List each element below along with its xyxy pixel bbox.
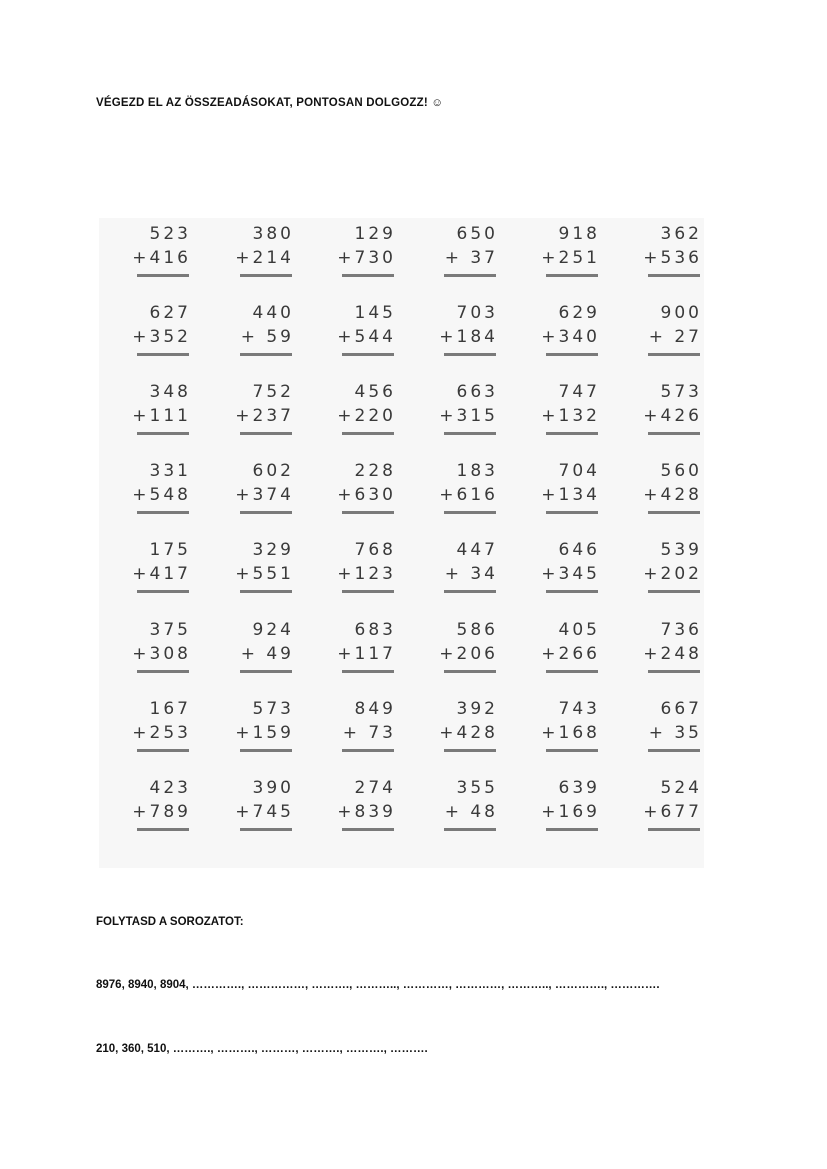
- addend-top: 752: [252, 382, 294, 402]
- addend-top: 274: [354, 778, 396, 798]
- sum-line: [342, 590, 394, 593]
- addend-bottom: +789: [132, 802, 191, 822]
- sum-line: [546, 432, 598, 435]
- addend-bottom: +111: [132, 406, 191, 426]
- addition-problem: [418, 459, 498, 514]
- sum-line: [648, 828, 700, 831]
- sum-line: [137, 828, 189, 831]
- addend-top: 602: [252, 461, 294, 481]
- sum-line: [444, 749, 496, 752]
- sum-line: [240, 590, 292, 593]
- addend-top: 331: [149, 461, 191, 481]
- addition-problem: [316, 618, 396, 673]
- addend-bottom: +184: [439, 327, 498, 347]
- addend-bottom: +548: [132, 485, 191, 505]
- addition-problem: [111, 538, 191, 593]
- addition-problem: [316, 538, 396, 593]
- sum-line: [648, 749, 700, 752]
- addend-top: 228: [354, 461, 396, 481]
- addition-problem: [214, 301, 294, 356]
- addend-bottom: +345: [541, 564, 600, 584]
- addend-top: 329: [252, 540, 294, 560]
- addition-problem: [111, 697, 191, 752]
- sum-line: [137, 432, 189, 435]
- addend-top: 703: [456, 303, 498, 323]
- sum-line: [444, 511, 496, 514]
- addend-top: 405: [558, 620, 600, 640]
- addend-top: 573: [660, 382, 702, 402]
- addend-top: 900: [660, 303, 702, 323]
- addend-top: 663: [456, 382, 498, 402]
- addend-top: 924: [252, 620, 294, 640]
- addend-top: 375: [149, 620, 191, 640]
- addend-bottom: +416: [132, 248, 191, 268]
- addend-top: 392: [456, 699, 498, 719]
- addend-bottom: +745: [235, 802, 294, 822]
- addition-problem: [111, 301, 191, 356]
- addition-problem: [418, 222, 498, 277]
- addend-top: 440: [252, 303, 294, 323]
- addition-problem: [622, 538, 702, 593]
- addition-problem: [520, 222, 600, 277]
- addition-problem: [111, 618, 191, 673]
- addend-top: 380: [252, 224, 294, 244]
- addition-problem: [520, 618, 600, 673]
- addend-top: 539: [660, 540, 702, 560]
- addition-problem: [418, 380, 498, 435]
- addition-problem: [111, 222, 191, 277]
- addend-bottom: +630: [337, 485, 396, 505]
- sum-line: [137, 274, 189, 277]
- sum-line: [444, 274, 496, 277]
- addend-top: 129: [354, 224, 396, 244]
- addend-bottom: +340: [541, 327, 600, 347]
- addend-top: 145: [354, 303, 396, 323]
- addend-bottom: +206: [439, 644, 498, 664]
- addend-bottom: + 35: [648, 723, 702, 743]
- addend-bottom: +536: [643, 248, 702, 268]
- addition-problem: [214, 618, 294, 673]
- addend-top: 683: [354, 620, 396, 640]
- sum-line: [240, 432, 292, 435]
- sum-line: [444, 353, 496, 356]
- addition-problem: [111, 459, 191, 514]
- sum-line: [546, 274, 598, 277]
- addition-problem: [214, 459, 294, 514]
- addition-problem: [622, 222, 702, 277]
- sum-line: [342, 274, 394, 277]
- sum-line: [240, 828, 292, 831]
- addition-problem: [520, 301, 600, 356]
- sum-line: [444, 432, 496, 435]
- addend-top: 627: [149, 303, 191, 323]
- addend-top: 849: [354, 699, 396, 719]
- addition-problem: [111, 776, 191, 831]
- addend-top: 175: [149, 540, 191, 560]
- sum-line: [137, 511, 189, 514]
- addend-bottom: +315: [439, 406, 498, 426]
- sum-line: [342, 828, 394, 831]
- addend-bottom: +248: [643, 644, 702, 664]
- addend-top: 456: [354, 382, 396, 402]
- addition-problem: [622, 301, 702, 356]
- worksheet-title: VÉGEZD EL AZ ÖSSZEADÁSOKAT, PONTOSAN DOLGOZZ! ☺: [96, 97, 444, 109]
- addition-problem: [622, 618, 702, 673]
- sum-line: [648, 274, 700, 277]
- addend-bottom: +169: [541, 802, 600, 822]
- addend-bottom: + 27: [648, 327, 702, 347]
- sum-line: [444, 670, 496, 673]
- addend-top: 747: [558, 382, 600, 402]
- addend-bottom: + 48: [444, 802, 498, 822]
- sum-line: [342, 432, 394, 435]
- sum-line: [137, 590, 189, 593]
- sum-line: [342, 670, 394, 673]
- addend-bottom: +202: [643, 564, 702, 584]
- addition-problem: [214, 380, 294, 435]
- addend-bottom: +132: [541, 406, 600, 426]
- addend-bottom: +159: [235, 723, 294, 743]
- addition-problems-grid: [99, 218, 704, 868]
- number-series-2: 210, 360, 510, ………., ………., ………, ………., ………., ……….: [96, 1043, 428, 1055]
- addition-problem: [622, 776, 702, 831]
- sum-line: [444, 828, 496, 831]
- addend-top: 646: [558, 540, 600, 560]
- addend-top: 667: [660, 699, 702, 719]
- addend-top: 629: [558, 303, 600, 323]
- sum-line: [546, 511, 598, 514]
- sum-line: [342, 511, 394, 514]
- addend-bottom: +237: [235, 406, 294, 426]
- addend-top: 573: [252, 699, 294, 719]
- addition-problem: [214, 776, 294, 831]
- addition-problem: [214, 697, 294, 752]
- addition-problem: [418, 618, 498, 673]
- addend-top: 586: [456, 620, 498, 640]
- addend-bottom: +730: [337, 248, 396, 268]
- addend-bottom: +308: [132, 644, 191, 664]
- addition-problem: [418, 776, 498, 831]
- addend-top: 423: [149, 778, 191, 798]
- addend-bottom: +839: [337, 802, 396, 822]
- addition-problem: [418, 697, 498, 752]
- sum-line: [137, 749, 189, 752]
- addend-top: 348: [149, 382, 191, 402]
- sum-line: [648, 432, 700, 435]
- addend-top: 390: [252, 778, 294, 798]
- addend-bottom: +214: [235, 248, 294, 268]
- sum-line: [240, 749, 292, 752]
- sum-line: [137, 670, 189, 673]
- addition-problem: [622, 459, 702, 514]
- addend-bottom: +251: [541, 248, 600, 268]
- addition-problem: [520, 459, 600, 514]
- addend-bottom: +374: [235, 485, 294, 505]
- addend-top: 167: [149, 699, 191, 719]
- addend-bottom: +417: [132, 564, 191, 584]
- addition-problem: [214, 538, 294, 593]
- sum-line: [240, 511, 292, 514]
- addend-bottom: +428: [439, 723, 498, 743]
- addend-top: 918: [558, 224, 600, 244]
- addend-bottom: + 34: [444, 564, 498, 584]
- addend-bottom: +253: [132, 723, 191, 743]
- addition-problem: [316, 380, 396, 435]
- addend-bottom: +677: [643, 802, 702, 822]
- series-section-label: FOLYTASD A SOROZATOT:: [96, 916, 244, 928]
- addend-bottom: + 73: [342, 723, 396, 743]
- sum-line: [546, 670, 598, 673]
- sum-line: [240, 274, 292, 277]
- addend-bottom: +544: [337, 327, 396, 347]
- addend-bottom: +117: [337, 644, 396, 664]
- addend-top: 736: [660, 620, 702, 640]
- addend-bottom: +168: [541, 723, 600, 743]
- addition-problem: [418, 301, 498, 356]
- addition-problem: [316, 222, 396, 277]
- sum-line: [444, 590, 496, 593]
- sum-line: [546, 749, 598, 752]
- addend-bottom: +123: [337, 564, 396, 584]
- addend-top: 362: [660, 224, 702, 244]
- addition-problem: [111, 380, 191, 435]
- addend-top: 639: [558, 778, 600, 798]
- addend-top: 704: [558, 461, 600, 481]
- addend-bottom: +220: [337, 406, 396, 426]
- addend-bottom: + 59: [240, 327, 294, 347]
- addend-top: 768: [354, 540, 396, 560]
- addition-problem: [316, 776, 396, 831]
- addition-problem: [520, 380, 600, 435]
- addend-top: 524: [660, 778, 702, 798]
- addition-problem: [520, 776, 600, 831]
- addend-top: 355: [456, 778, 498, 798]
- addend-top: 560: [660, 461, 702, 481]
- sum-line: [137, 353, 189, 356]
- sum-line: [240, 353, 292, 356]
- addition-problem: [520, 538, 600, 593]
- sum-line: [546, 353, 598, 356]
- addend-bottom: + 37: [444, 248, 498, 268]
- sum-line: [648, 670, 700, 673]
- addend-bottom: +551: [235, 564, 294, 584]
- addend-bottom: +134: [541, 485, 600, 505]
- addition-problem: [316, 459, 396, 514]
- sum-line: [342, 353, 394, 356]
- sum-line: [546, 828, 598, 831]
- addend-bottom: +616: [439, 485, 498, 505]
- addition-problem: [418, 538, 498, 593]
- addend-bottom: +426: [643, 406, 702, 426]
- number-series-1: 8976, 8940, 8904, …………., ……………, ………., ……….., …………, …………, ……….., …………., ………….: [96, 979, 660, 991]
- addend-top: 650: [456, 224, 498, 244]
- sum-line: [648, 590, 700, 593]
- addition-problem: [622, 380, 702, 435]
- addend-bottom: +352: [132, 327, 191, 347]
- addition-problem: [622, 697, 702, 752]
- addend-bottom: + 49: [240, 644, 294, 664]
- addition-problem: [316, 697, 396, 752]
- sum-line: [342, 749, 394, 752]
- sum-line: [240, 670, 292, 673]
- addend-bottom: +266: [541, 644, 600, 664]
- sum-line: [546, 590, 598, 593]
- addition-problem: [316, 301, 396, 356]
- sum-line: [648, 353, 700, 356]
- addend-bottom: +428: [643, 485, 702, 505]
- sum-line: [648, 511, 700, 514]
- addition-problem: [214, 222, 294, 277]
- addend-top: 447: [456, 540, 498, 560]
- addend-top: 743: [558, 699, 600, 719]
- addend-top: 183: [456, 461, 498, 481]
- addend-top: 523: [149, 224, 191, 244]
- addition-problem: [520, 697, 600, 752]
